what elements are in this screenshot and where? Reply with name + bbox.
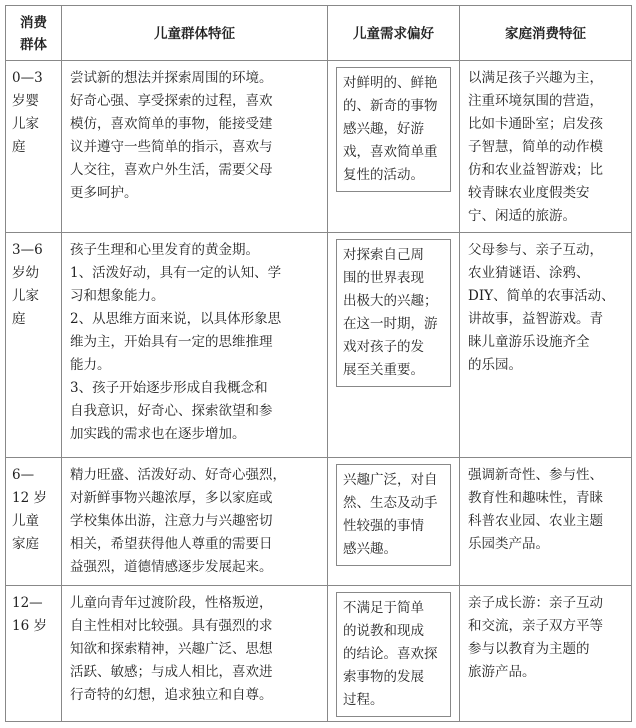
cell-line: 儿家 [12, 116, 39, 132]
cell-line: 的、新奇的事物 [343, 98, 438, 114]
cell-line: 尝试新的想法并探索周围的环境。 [70, 70, 273, 86]
cell-line: 出极大的兴趣； [343, 293, 438, 309]
header-group-line: 群体 [20, 37, 47, 53]
prefs-box [336, 239, 451, 387]
cell-line: DIY、简单的农事活动、 [468, 288, 615, 304]
cell-line: 戏对孩子的发 [343, 339, 424, 355]
cell-line: 更多呵护。 [70, 185, 138, 201]
cell-line: 儿家 [12, 288, 39, 304]
cell-line: 仿和农业益智游戏；比 [468, 162, 603, 178]
cell-line: 兴趣广泛，对自 [343, 472, 438, 488]
cell-line: 儿童 [12, 513, 39, 529]
cell-line: 相关，希望获得他人尊重的需要日 [70, 536, 273, 552]
table-row [6, 458, 632, 586]
header-group-line: 消费 [20, 15, 47, 31]
group-cell [6, 233, 62, 458]
cell-line: 加实践的需求也在逐步增加。 [70, 426, 246, 442]
cell-line: 3—6 [12, 242, 43, 258]
cell-line: 比如卡通卧室；启发孩 [468, 116, 603, 132]
cell-line: 模仿，喜欢简单的事物，能接受建 [70, 116, 273, 132]
cell-line: 16 岁 [12, 618, 47, 634]
cell-line: 学校集体出游，注意力与兴趣密切 [70, 513, 273, 529]
cell-line: 活跃、敏感；与成人相比，喜欢进 [70, 664, 273, 680]
cell-line: 对新鲜事物兴趣浓厚，多以家庭或 [70, 490, 273, 506]
header-family: 家庭消费特征 [460, 6, 632, 61]
cell-line: 精力旺盛、活泼好动、好奇心强烈， [70, 467, 286, 483]
cell-line: 然、生态及动手 [343, 495, 438, 511]
group-cell [6, 586, 62, 722]
prefs-cell [328, 61, 460, 233]
cell-line: 庭 [12, 139, 26, 155]
table-row [6, 586, 632, 722]
cell-line: 2、从思维方面来说，以具体形象思 [70, 311, 282, 327]
cell-line: 乐园类产品。 [468, 536, 549, 552]
table-body [6, 61, 632, 722]
cell-line: 参与以教育为主题的 [468, 641, 590, 657]
cell-line: 的乐园。 [468, 357, 522, 373]
cell-line: 讲故事，益智游戏。青 [468, 311, 603, 327]
prefs-cell [328, 233, 460, 458]
header-child-traits: 儿童群体特征 [62, 6, 328, 61]
cell-line: 1、活泼好动，具有一定的认知、学 [70, 265, 282, 281]
cell-line: 6— [12, 467, 35, 483]
traits-cell [62, 61, 328, 233]
cell-line: 宁、闲适的旅游。 [468, 208, 576, 224]
family-cell [460, 233, 632, 458]
cell-line: 家庭 [12, 536, 39, 552]
cell-line: 和交流，亲子双方平等 [468, 618, 603, 634]
traits-cell [62, 586, 328, 722]
cell-line: 展至关重要。 [343, 362, 424, 378]
prefs-box [336, 592, 451, 717]
table-row [6, 233, 632, 458]
cell-line: 人交往，喜欢户外生活，需要父母 [70, 162, 273, 178]
header-row [6, 6, 632, 61]
cell-line: 议并遵守一些简单的指示，喜欢与 [70, 139, 273, 155]
cell-line: 孩子生理和心里发育的黄金期。 [70, 242, 259, 258]
cell-line: 亲子成长游：亲子互动 [468, 595, 603, 611]
cell-line: 行奇特的幻想，追求独立和自尊。 [70, 687, 273, 703]
cell-line: 3、孩子开始逐步形成自我概念和 [70, 380, 268, 396]
cell-line: 戏，喜欢简单重 [343, 144, 438, 160]
cell-line: 旅游产品。 [468, 664, 536, 680]
cell-line: 过程。 [343, 692, 384, 708]
cell-line: 维为主，开始具有一定的思维推理 [70, 334, 273, 350]
cell-line: 12— [12, 595, 43, 611]
cell-line: 儿童向青年过渡阶段，性格叛逆， [70, 595, 273, 611]
family-cell [460, 458, 632, 586]
cell-line: 的结论。喜欢探 [343, 646, 438, 662]
traits-cell [62, 233, 328, 458]
cell-line: 的说教和现成 [343, 623, 424, 639]
cell-line: 感兴趣。 [343, 541, 397, 557]
cell-line: 围的世界表现 [343, 270, 424, 286]
group-cell [6, 458, 62, 586]
cell-line: 不满足于简单 [343, 600, 424, 616]
table-row [6, 61, 632, 233]
cell-line: 子智慧，简单的动作模 [468, 139, 603, 155]
cell-line: 较青睐农业度假类安 [468, 185, 590, 201]
cell-line: 农业猜谜语、涂鸦、 [468, 265, 590, 281]
prefs-cell [328, 458, 460, 586]
cell-line: 性较强的事情 [343, 518, 424, 534]
prefs-box [336, 67, 451, 192]
header-child-prefs: 儿童需求偏好 [328, 6, 460, 61]
cell-line: 对探索自己周 [343, 247, 424, 263]
family-cell [460, 586, 632, 722]
cell-line: 教育性和趣味性，青睐 [468, 490, 603, 506]
cell-line: 0—3 [12, 70, 43, 86]
cell-line: 庭 [12, 311, 26, 327]
cell-line: 好奇心强、享受探索的过程，喜欢 [70, 93, 273, 109]
cell-line: 12 岁 [12, 490, 47, 506]
cell-line: 知欲和探索精神，兴趣广泛、思想 [70, 641, 273, 657]
cell-line: 习和想象能力。 [70, 288, 165, 304]
cell-line: 在这一时期，游 [343, 316, 438, 332]
cell-line: 注重环境氛围的营造， [468, 93, 603, 109]
group-cell [6, 61, 62, 233]
cell-line: 对鲜明的、鲜艳 [343, 75, 438, 91]
header-group [6, 6, 62, 61]
cell-line: 感兴趣，好游 [343, 121, 424, 137]
consumer-table [5, 5, 632, 722]
cell-line: 索事物的发展 [343, 669, 424, 685]
cell-line: 岁幼 [12, 265, 39, 281]
traits-cell [62, 458, 328, 586]
cell-line: 岁婴 [12, 93, 39, 109]
cell-line: 自我意识，好奇心、探索欲望和参 [70, 403, 273, 419]
cell-line: 科普农业园、农业主题 [468, 513, 603, 529]
family-cell [460, 61, 632, 233]
prefs-box [336, 464, 451, 566]
cell-line: 复性的活动。 [343, 167, 424, 183]
cell-line: 能力。 [70, 357, 111, 373]
cell-line: 以满足孩子兴趣为主， [468, 70, 603, 86]
cell-line: 自主性相对比较强。具有强烈的求 [70, 618, 273, 634]
prefs-cell [328, 586, 460, 722]
cell-line: 父母参与、亲子互动， [468, 242, 603, 258]
cell-line: 睐儿童游乐设施齐全 [468, 334, 590, 350]
cell-line: 益强烈，道德情感逐步发展起来。 [70, 559, 273, 575]
cell-line: 强调新奇性、参与性、 [468, 467, 603, 483]
